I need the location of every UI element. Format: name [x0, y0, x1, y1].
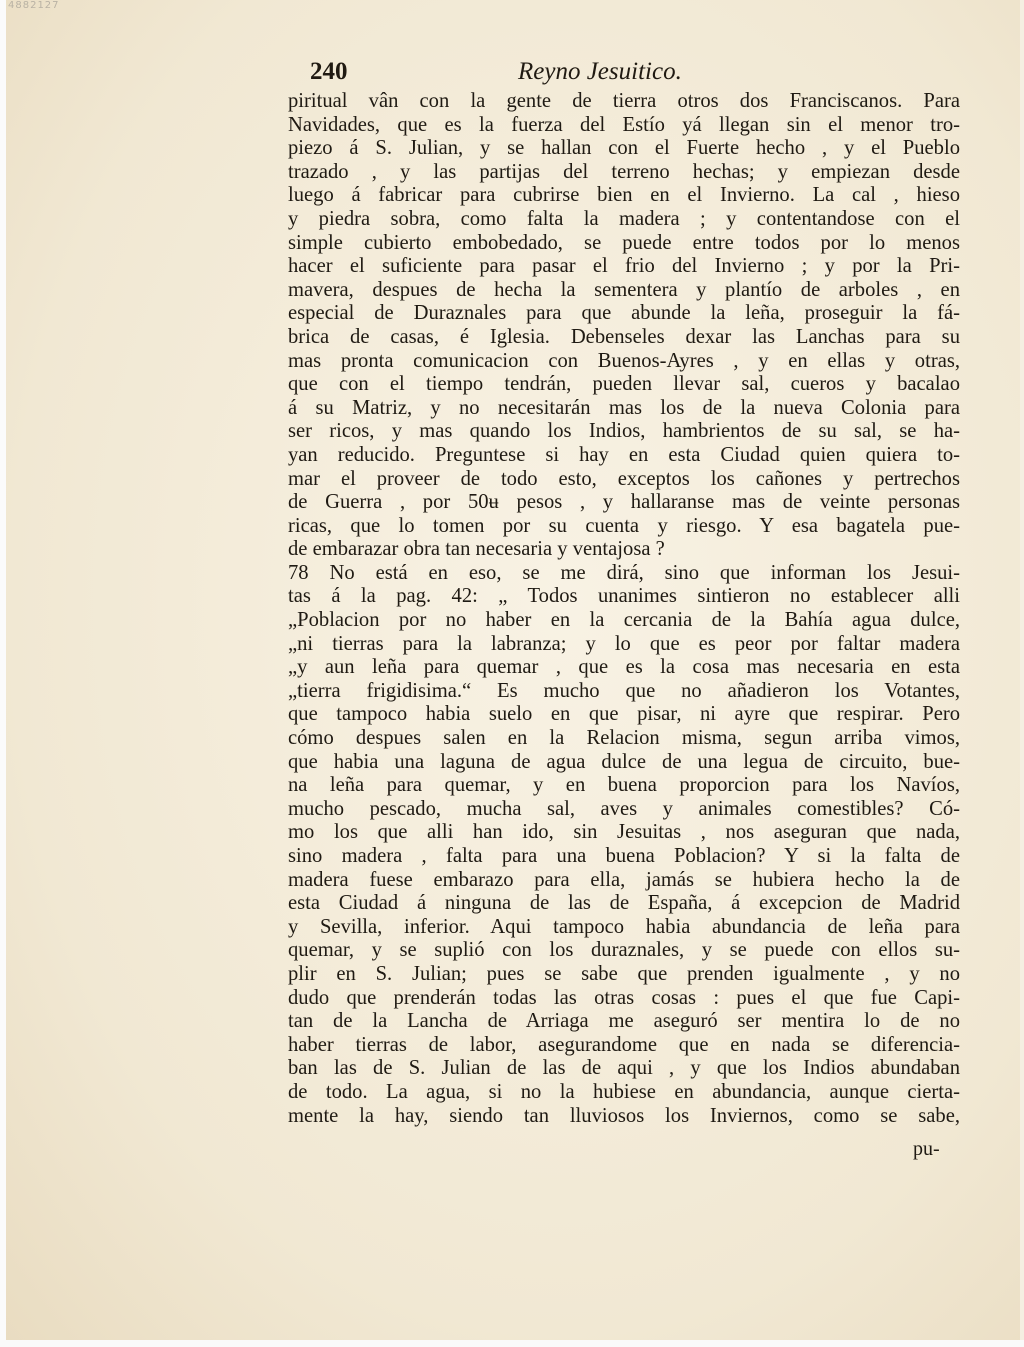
scan-margin-bottom	[0, 1340, 1024, 1347]
text-line: piritual vân con la gente de tierra otros dos Franciscanos. Para	[288, 90, 960, 112]
text-line: madera fuese embarazo para ella, jamás se hubiera hecho la de	[288, 868, 960, 891]
text-line: trazado , y las partijas del terreno hechas; y empiezan desde	[288, 160, 960, 183]
text-line: tan de la Lancha de Arriaga me aseguró ser mentira lo de no	[288, 1010, 960, 1033]
text-line: yan reducido. Preguntese si hay en esta Ciudad quien quiera to-	[288, 443, 960, 466]
text-line: á su Matriz, y no necesitarán mas los de la nueva Colonia para	[288, 396, 960, 419]
text-line: de todo. La agua, si no la hubiese en abundancia, aunque cierta-	[288, 1080, 960, 1103]
text-line: luego á fabricar para cubrirse bien en el Invierno. La cal , hieso	[288, 184, 960, 207]
text-line: mo los que alli han ido, sin Jesuitas , nos aseguran que nada,	[288, 821, 960, 844]
text-line: quemar, y se suplió con los duraznales, y se puede con ellos su-	[288, 939, 960, 962]
text-line: mente la hay, siendo tan lluviosos los Inviernos, como se sabe,	[288, 1104, 960, 1127]
running-head: Reyno Jesuitico.	[518, 58, 682, 85]
text-line: ban las de S. Julian de las de aqui , y que los Indios abundaban	[288, 1057, 960, 1080]
text-line: que tampoco habia suelo en que pisar, ni ayre que respirar. Pero	[288, 703, 960, 726]
text-line: 78 No está en eso, se me dirá, sino que informan los Jesui-	[288, 561, 960, 584]
text-line: mavera, despues de hecha la sementera y plantío de arboles , en	[288, 278, 960, 301]
text-line: hacer el suficiente para pasar el frio del Invierno ; y por la Pri-	[288, 255, 960, 278]
text-line: sino madera , falta para una buena Poblacion? Y si la falta de	[288, 845, 960, 867]
text-line: „tierra frigidisima.“ Es mucho que no añadieron los Votantes,	[288, 679, 960, 702]
body-text	[288, 90, 960, 1128]
text-line: que habia una laguna de agua dulce de una legua de circuito, bue-	[288, 750, 960, 773]
text-line: mucho pescado, mucha sal, aves y animales comestibles? Có-	[288, 797, 960, 820]
text-line: de embarazar obra tan necesaria y ventajosa ?	[288, 538, 665, 561]
text-line: de Guerra , por 50ʉ pesos , y hallaranse mas de veinte personas	[288, 491, 960, 514]
text-line: ricas, que lo tomen por su cuenta y riesgo. Y esa bagatela pue-	[288, 514, 960, 537]
text-line: que con el tiempo tendrán, pueden llevar sal, cueros y bacalao	[288, 373, 960, 396]
text-line: tas á la pag. 42: „ Todos unanimes sintieron no establecer alli	[288, 585, 960, 608]
text-line: esta Ciudad á ninguna de las de España, á excepcion de Madrid	[288, 892, 960, 915]
text-line: y piedra sobra, como falta la madera ; y contentandose con el	[288, 207, 960, 230]
text-line: plir en S. Julian; pues se sabe que prenden igualmente , y no	[288, 962, 960, 985]
text-line: na leña para quemar, y en buena proporcion para los Navíos,	[288, 774, 960, 797]
page-header	[310, 58, 950, 92]
text-line: ser ricos, y mas quando los Indios, hambrientos de su sal, se ha-	[288, 420, 960, 443]
text-line: dudo que prenderán todas las otras cosas : pues el que fue Capi-	[288, 986, 960, 1009]
text-line: „ni tierras para la labranza; y lo que es peor por faltar madera	[288, 632, 960, 655]
text-line: simple cubierto embobedado, se puede entre todos por lo menos	[288, 231, 960, 254]
text-line: „y aun leña para quemar , que es la cosa mas necesaria en esta	[288, 656, 960, 679]
text-line: piezo á S. Julian, y se hallan con el Fuerte hecho , y el Pueblo	[288, 137, 960, 160]
page-number: 240	[310, 58, 348, 85]
text-line: „Poblacion por no haber en la cercania de la Bahía agua dulce,	[288, 609, 960, 632]
archive-stamp: 4882127	[8, 0, 60, 11]
text-line: brica de casas, é Iglesia. Debenseles dexar las Lanchas para su	[288, 325, 960, 348]
catchword: pu-	[913, 1138, 940, 1160]
text-line: Navidades, que es la fuerza del Estío yá llegan sin el menor tro-	[288, 113, 960, 136]
text-line: haber tierras de labor, asegurandome que en nada se diferencia-	[288, 1033, 960, 1056]
text-line: y Sevilla, inferior. Aqui tampoco habia abundancia de leña para	[288, 915, 960, 938]
text-line: especial de Duraznales para que abunde la leña, proseguir la fá-	[288, 302, 960, 325]
text-line: mas pronta comunicacion con Buenos-Ayres , y en ellas y otras,	[288, 349, 960, 372]
text-line: mar el proveer de todo esto, exceptos los cañones y pertrechos	[288, 467, 960, 490]
text-line: cómo despues salen en la Relacion misma, segun arriba vimos,	[288, 727, 960, 750]
